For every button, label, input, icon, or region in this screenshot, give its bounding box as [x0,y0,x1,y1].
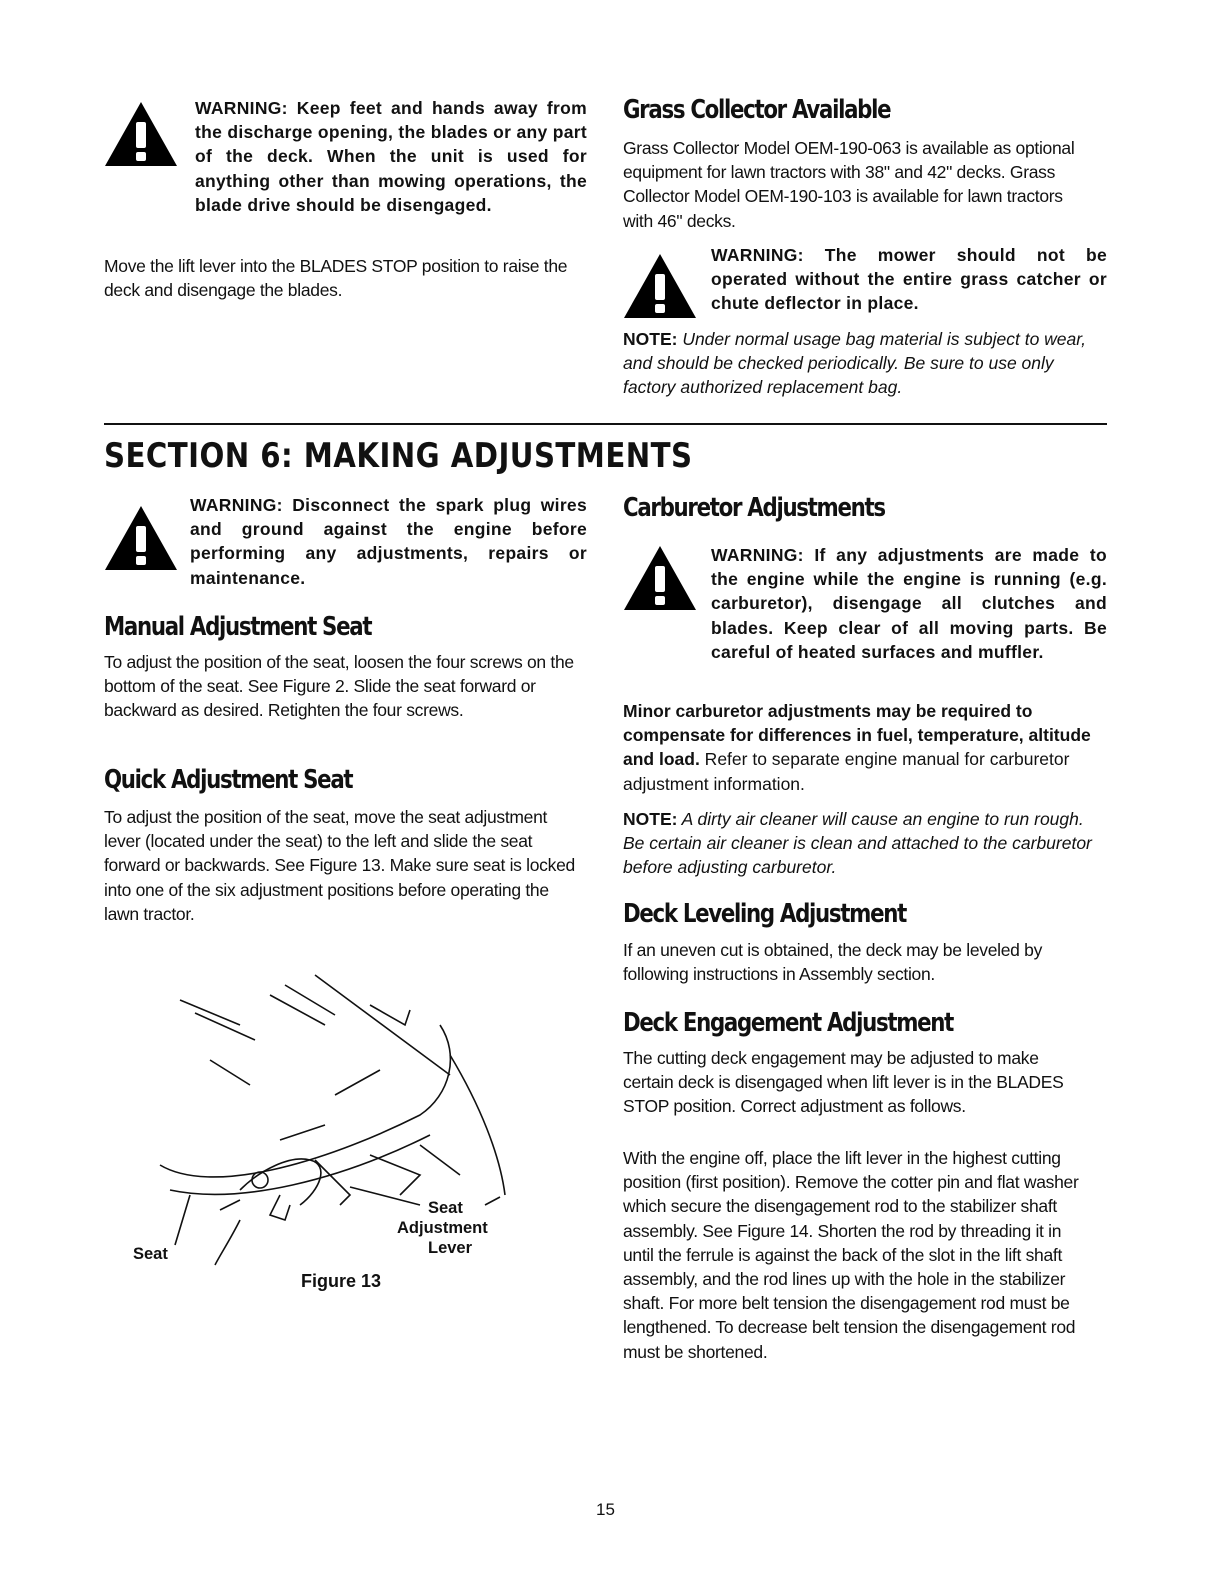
discharge-warning: WARNING: Keep feet and hands away from the discharge opening, the blades or any part of the deck. When the unit is used for anything other than mowing operations, the blade drive should be disengaged. [195,98,587,215]
warning-triangle-icon [622,544,698,612]
warning-triangle-icon [622,252,698,320]
warning-triangle-icon [103,504,179,572]
lever-label-line3: Lever [428,1239,473,1257]
figure-caption: Figure 13 [301,1271,382,1291]
warning-triangle-icon [103,100,179,168]
quick-seat-heading: Quick Adjustment Seat [104,765,353,795]
deck-engagement-text-1: The cutting deck engagement may be adjusted to make certain deck is disengaged when lift lever is in the BLADES STOP position. Correct adjustment as follows. [623,1048,1064,1117]
air-cleaner-note [623,807,1109,880]
carburetor-heading: Carburetor Adjustments [623,493,885,523]
bag-note [623,327,1109,400]
carburetor-text [623,699,1107,796]
carburetor-text-bold: Minor carburetor adjustments may be required to compensate for differences in fuel, temperature, altitude and load. [623,701,1091,770]
note-label: NOTE: [623,329,678,349]
note-text: A dirty air cleaner will cause an engine to run rough. Be certain air cleaner is clean and attached to the carburetor before adjusting carburetor. [623,809,1092,878]
lift-lever-text: Move the lift lever into the BLADES STOP position to raise the deck and disengage the blades. [104,256,568,301]
carburetor-text-rest: Refer to separate engine manual for carburetor adjustment information. [623,749,1070,794]
deck-leveling-heading: Deck Leveling Adjustment [623,899,906,929]
grass-collector-text: Grass Collector Model OEM-190-063 is available as optional equipment for lawn tractors with 38" and 42" decks. Grass Collector Model OEM-190-103 is available for lawn tractors with 46" decks. [623,138,1075,231]
deck-leveling-text: If an uneven cut is obtained, the deck may be leveled by following instructions in Assembly section. [623,940,1043,985]
section-divider [104,423,1107,425]
grass-collector-heading: Grass Collector Available [623,95,891,125]
running-engine-warning: WARNING: If any adjustments are made to the engine while the engine is running (e.g. carburetor), disengage all clutches and blades. Keep clear of all moving parts. Be careful of heated surfaces and muffler. [711,545,1107,662]
deck-engagement-text-2: With the engine off, place the lift lever in the highest cutting position (first position). Remove the cotter pin and flat washer which secure the disengagement rod to the stabilizer shaft assembly. See Figure 14. Shorten the rod by threading it in until the ferrule is against the back of the slot in the lift shaft assembly, and the rod lines up with the hole in the stabilizer shaft. For more belt tension the disengagement rod must be lengthened. To decrease belt tension the disengagement rod must be shortened. [623,1148,1079,1362]
deck-engagement-heading: Deck Engagement Adjustment [623,1008,954,1038]
grass-catcher-warning: WARNING: The mower should not be operated without the entire grass catcher or chute deflector in place. [711,245,1107,314]
lever-label-line1: Seat [428,1199,463,1217]
note-label: NOTE: [623,809,678,829]
section-title: SECTION 6: MAKING ADJUSTMENTS [104,436,693,476]
seat-label: Seat [133,1245,168,1263]
manual-seat-text: To adjust the position of the seat, loosen the four screws on the bottom of the seat. See Figure 2. Slide the seat forward or backward as desired. Retighten the four screws. [104,652,574,721]
spark-plug-warning: WARNING: Disconnect the spark plug wires and ground against the engine before performing any adjustments, repairs or maintenance. [190,495,587,588]
manual-seat-heading: Manual Adjustment Seat [104,612,372,642]
quick-seat-text: To adjust the position of the seat, move the seat adjustment lever (located under the seat) to the left and slide the seat forward or backwards. See Figure 13. Make sure seat is locked into one of the six adjustment positions before operating the lawn tractor. [104,807,575,924]
page-number: 15 [596,1500,615,1519]
note-text: Under normal usage bag material is subject to wear, and should be checked periodically. Be sure to use only factory authorized replacement bag. [623,329,1086,398]
lever-label-line2: Adjustment [397,1219,488,1237]
